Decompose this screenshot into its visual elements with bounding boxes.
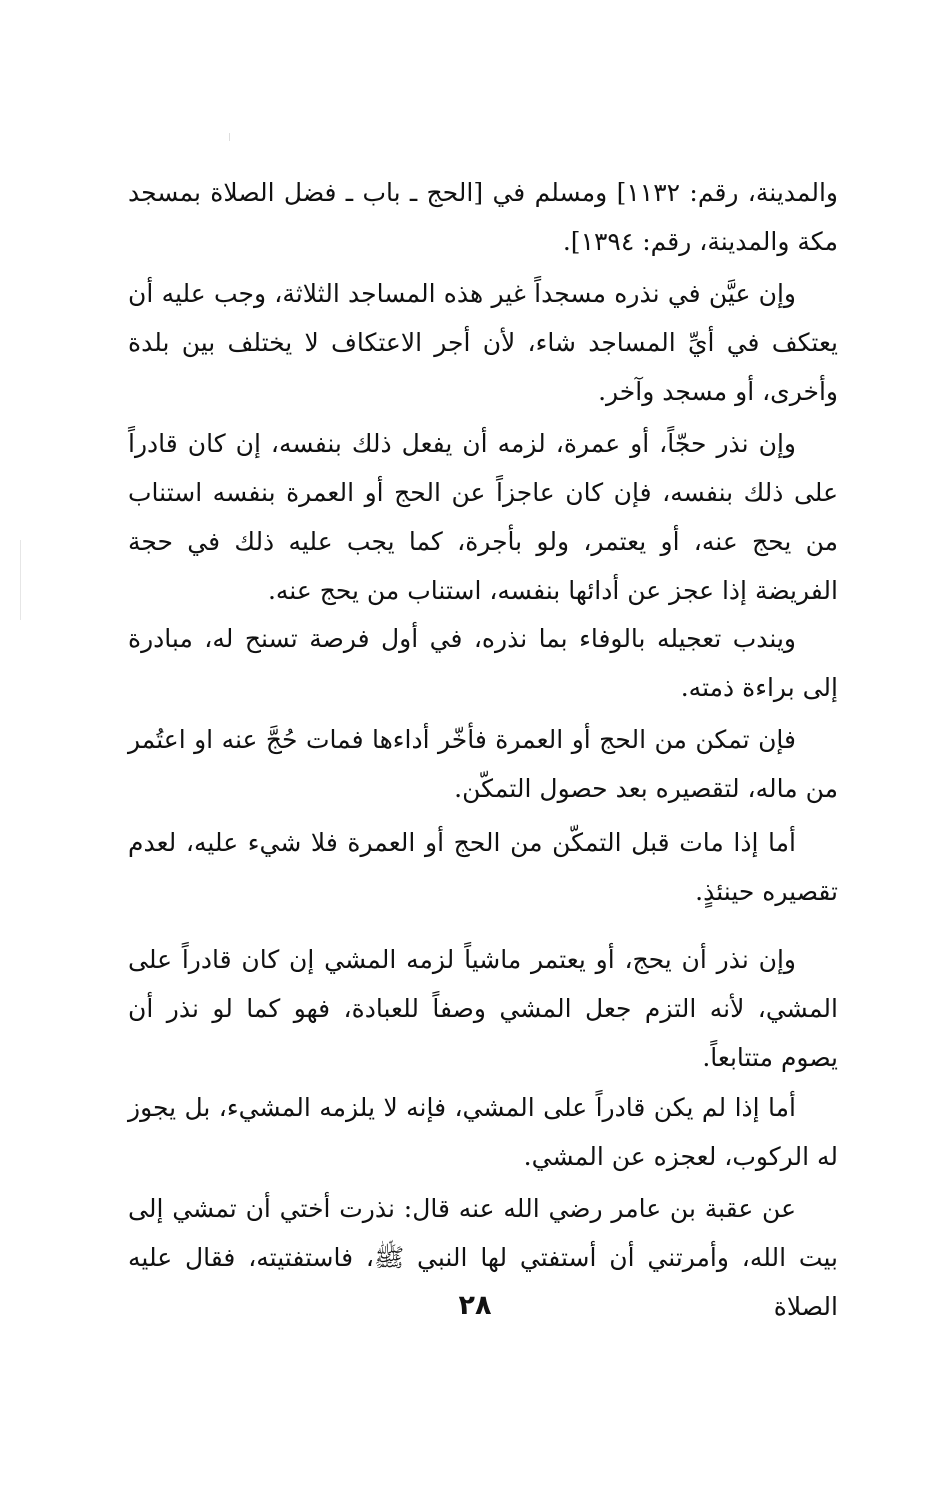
- scan-artifact: [20, 540, 21, 620]
- paragraph-unable-to-walk: أما إذا لم يكن قادراً على المشي، فإنه لا يلزمه المشيء، بل يجوز له الركوب، لعجزه عن المشي.: [128, 1093, 838, 1171]
- paragraph-hajj-vow: وإن نذر حجّاً، أو عمرة، لزمه أن يفعل ذلك بنفسه، إن كان قادراً على ذلك بنفسه، فإن كان عاجزاً عن الحج أو العمرة بنفسه استناب من يحج عنه، أو يعتمر، ولو بأجرة، كما يجب عليه ذلك في حجة الفريضة إذا عجز عن أدائها بنفسه، استناب من يحج عنه.: [128, 429, 838, 605]
- paragraph-mosque-vow: وإن عيَّن في نذره مسجداً غير هذه المساجد الثلاثة، وجب عليه أن يعتكف في أيِّ المساجد شاء، لأن أجر الاعتكاف لا يختلف بين بلدة وأخرى، أو مسجد وآخر.: [128, 279, 838, 406]
- paragraph-delay-death: فإن تمكن من الحج أو العمرة فأخّر أداءها فمات حُجَّ عنه او اعتُمر من ماله، لتقصيره بعد حصول التمكّن.: [128, 725, 838, 803]
- paragraph-hadith-uqba: عن عقبة بن عامر رضي الله عنه قال: نذرت أختي أن تمشي إلى بيت الله، وأمرتني أن أستفتي لها النبي ﷺ، فاستفتيته، فقال عليه الصلاة: [128, 1194, 838, 1321]
- scan-artifact: [229, 133, 230, 141]
- page-number: ٢٨: [458, 1290, 492, 1321]
- footnote-continuation: والمدينة، رقم: ١١٣٢] ومسلم في [الحج ـ باب ـ فضل الصلاة بمسجد مكة والمدينة، رقم: ١٣٩٤].: [128, 178, 838, 256]
- paragraph-hastening: ويندب تعجيله بالوفاء بما نذره، في أول فرصة تسنح له، مبادرة إلى براءة ذمته.: [128, 624, 838, 702]
- paragraph-death-before-ability: أما إذا مات قبل التمكّن من الحج أو العمرة فلا شيء عليه، لعدم تقصيره حينئذٍ.: [128, 828, 838, 906]
- paragraph-walking-vow: وإن نذر أن يحج، أو يعتمر ماشياً لزمه المشي إن كان قادراً على المشي، لأنه التزم جعل المشي وصفاً للعبادة، فهو كما لو نذر أن يصوم متتابعاً.: [128, 945, 838, 1072]
